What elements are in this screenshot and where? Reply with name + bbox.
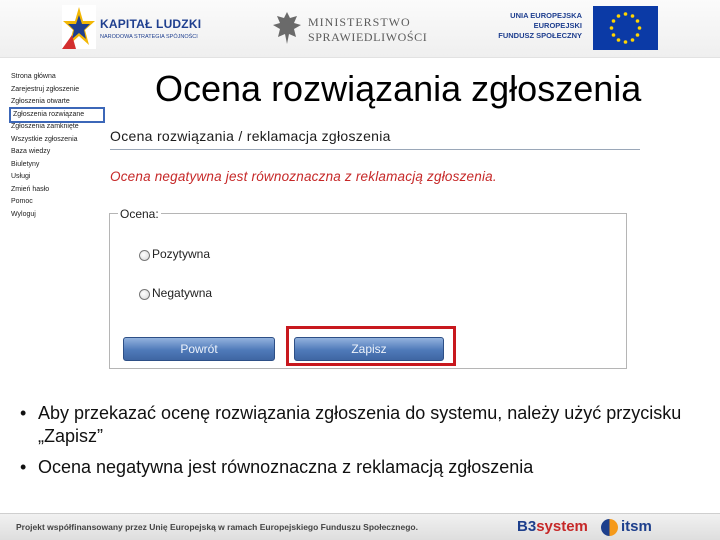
sidebar-item-resolved[interactable]: Zgłoszenia rozwiązane <box>11 109 103 122</box>
eu-text <box>498 11 582 41</box>
positive-label: Pozytywna <box>152 246 211 261</box>
rating-option-positive[interactable] <box>139 246 210 261</box>
kapital-ludzki-star-icon <box>62 5 96 49</box>
system-logo-part: system <box>536 518 588 535</box>
logo-bar <box>0 0 720 58</box>
sidebar-item-bulletins[interactable]: Biuletyny <box>11 160 40 168</box>
panel-heading: Ocena rozwiązania / reklamacja zgłoszenia <box>110 128 391 144</box>
sidebar-item-all[interactable]: Wszystkie zgłoszenia <box>11 135 78 143</box>
sidebar-item-services[interactable]: Usługi <box>11 173 31 180</box>
save-button-highlight <box>286 326 456 366</box>
eagle-emblem-icon <box>272 10 302 46</box>
bullet-dot-icon: • <box>20 457 27 477</box>
sidebar-item-logout[interactable]: Wyloguj <box>11 210 36 218</box>
footer-bar <box>0 513 720 540</box>
negative-label: Negatywna <box>152 285 213 300</box>
sidebar-item-help[interactable]: Pomoc <box>11 198 33 205</box>
sidebar-menu <box>11 71 106 221</box>
itsm-logo <box>601 517 711 539</box>
sidebar-item-knowledge-base[interactable]: Baza wiedzy <box>11 148 51 155</box>
kapital-ludzki-logo <box>62 5 212 51</box>
sidebar-item-register[interactable]: Zarejestruj zgłoszenie <box>11 85 80 93</box>
eu-logo <box>490 6 660 52</box>
bullet-item <box>20 402 708 448</box>
eu-line-1: UNIA EUROPEJSKA <box>510 11 582 20</box>
save-button[interactable]: Zapisz <box>294 337 444 361</box>
b3system-logo <box>517 518 588 535</box>
eu-line-2: EUROPEJSKI <box>533 21 582 30</box>
bullet-text: Aby przekazać ocenę rozwiązania zgłoszenia do systemu, należy użyć przycisku „Zapisz” <box>38 403 682 446</box>
slide-title: Ocena rozwiązania zgłoszenia <box>155 68 642 109</box>
footer-funding-text: Projekt współfinansowany przez Unię Europejską w ramach Europejskiego Funduszu Społecznego. <box>16 522 418 532</box>
ministry-logo <box>272 6 432 52</box>
bullet-item <box>20 456 708 479</box>
b3-logo-part: B3 <box>517 518 537 535</box>
positive-radio[interactable] <box>139 250 150 261</box>
kapital-ludzki-title: KAPITAŁ LUDZKI <box>100 17 202 31</box>
ministry-line-1: MINISTERSTWO <box>308 15 411 29</box>
bullet-dot-icon: • <box>20 403 27 423</box>
sidebar-item-change-password[interactable]: Zmień hasło <box>11 185 50 193</box>
sidebar-item-closed[interactable]: Zgłoszenia zamknięte <box>11 123 79 130</box>
eu-line-3: FUNDUSZ SPOŁECZNY <box>498 31 582 40</box>
rating-option-negative[interactable] <box>139 285 212 300</box>
sidebar-item-home[interactable]: Strona główna <box>11 73 56 80</box>
negative-rating-warning: Ocena negatywna jest równoznaczna z reklamacją zgłoszenia. <box>110 169 497 184</box>
rating-legend: Ocena: <box>120 207 159 221</box>
itsm-logo-text: itsm <box>621 518 652 535</box>
ministry-line-2: SPRAWIEDLIWOŚCI <box>308 30 428 44</box>
itsm-ring-icon <box>601 519 618 536</box>
negative-radio[interactable] <box>139 289 150 300</box>
sidebar-item-open[interactable]: Zgłoszenia otwarte <box>11 98 70 105</box>
panel-header <box>110 128 640 150</box>
bullet-list <box>20 402 708 487</box>
back-button[interactable]: Powrót <box>123 337 275 361</box>
eu-flag-icon <box>593 6 658 50</box>
kapital-ludzki-subtitle: NARODOWA STRATEGIA SPÓJNOŚCI <box>100 34 198 40</box>
bullet-text: Ocena negatywna jest równoznaczna z reklamacją zgłoszenia <box>38 457 534 477</box>
